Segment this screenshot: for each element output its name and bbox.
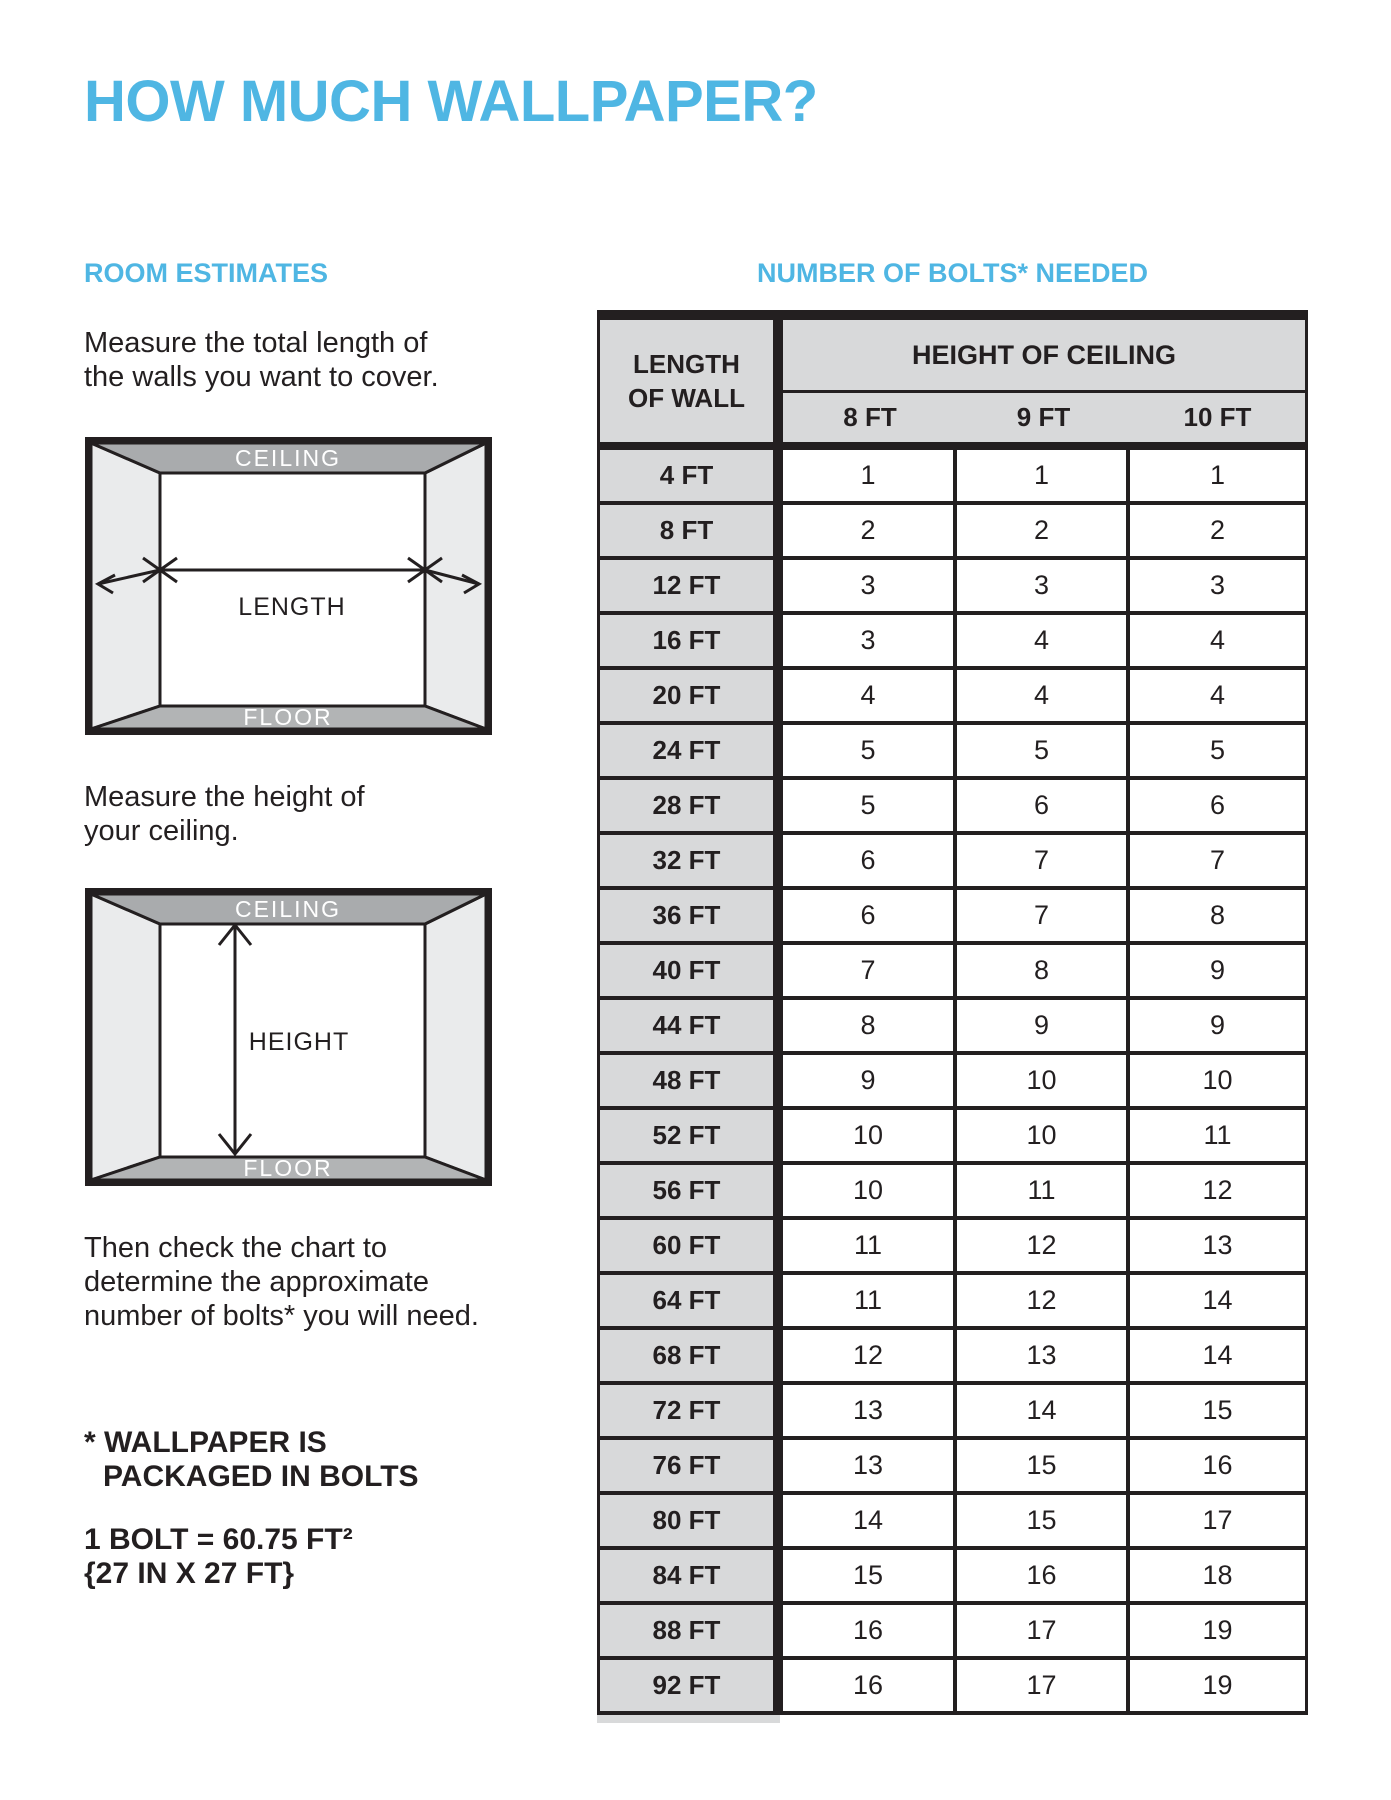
column-divider [773,1605,783,1656]
room-height-diagram-svg [85,888,492,1186]
column-divider [773,1110,783,1161]
bolts-8ft-cell: 14 [783,1495,953,1546]
wall-length-cell: 44 FT [600,1000,773,1051]
column-divider [773,505,783,556]
bolts-9ft-cell: 4 [953,615,1126,666]
bolts-10ft-cell: 9 [1126,945,1305,996]
wall-length-cell: 88 FT [600,1605,773,1656]
room-estimates-heading: ROOM ESTIMATES [84,258,329,288]
table-top-bar [597,310,1308,320]
wall-length-cell: 4 FT [600,450,773,501]
bolt-definition-line: 1 BOLT = 60.75 FT² [84,1523,353,1556]
column-divider [773,945,783,996]
instruction-measure-length [84,326,439,394]
bolts-10ft-cell: 10 [1126,1055,1305,1106]
wall-length-cell: 84 FT [600,1550,773,1601]
table-row [600,1110,1305,1165]
column-divider [773,725,783,776]
column-divider [773,1220,783,1271]
wall-length-cell: 60 FT [600,1220,773,1271]
wall-length-cell: 8 FT [600,505,773,556]
bolts-8ft-cell: 8 [783,1000,953,1051]
column-divider [773,1550,783,1601]
column-divider [773,1275,783,1326]
column-divider [773,1000,783,1051]
wall-length-cell: 72 FT [600,1385,773,1436]
table-row [600,1330,1305,1385]
floor-label: FLOOR [243,1155,333,1181]
table-row [600,1165,1305,1220]
bolts-10ft-cell: 4 [1126,615,1305,666]
floor-label: FLOOR [243,704,333,730]
column-divider [773,1660,783,1711]
bolts-8ft-cell: 15 [783,1550,953,1601]
bolts-9ft-cell: 17 [953,1660,1126,1711]
table-row [600,890,1305,945]
table-row [600,450,1305,505]
bolts-10ft-cell: 19 [1126,1660,1305,1711]
bolts-10ft-cell: 8 [1126,890,1305,941]
column-divider [773,835,783,886]
ceiling-height-header-block [783,320,1305,442]
bolts-10ft-cell: 11 [1126,1110,1305,1161]
wall-length-cell: 92 FT [600,1660,773,1711]
bolts-8ft-cell: 5 [783,780,953,831]
bolts-9ft-cell: 9 [953,1000,1126,1051]
bolts-9ft-cell: 11 [953,1165,1126,1216]
page-title: HOW MUCH WALLPAPER? [84,69,818,134]
instruction-line: Measure the height of [84,781,365,813]
wall-length-cell: 32 FT [600,835,773,886]
back-wall [160,473,425,706]
wall-length-cell: 40 FT [600,945,773,996]
instruction-line: determine the approximate [84,1266,429,1298]
bolts-8ft-cell: 12 [783,1330,953,1381]
wall-length-cell: 52 FT [600,1110,773,1161]
bolts-8ft-cell: 5 [783,725,953,776]
room-length-diagram [85,437,492,735]
instruction-line: number of bolts* you will need. [84,1300,479,1332]
col-header-10ft: 10 FT [1183,402,1252,432]
wall-length-cell: 80 FT [600,1495,773,1546]
table-bottom-gray-tab [597,1715,780,1723]
bolts-9ft-cell: 14 [953,1385,1126,1436]
instruction-line: Then check the chart to [84,1232,388,1264]
table-row [600,1000,1305,1055]
column-divider [773,1330,783,1381]
bolts-8ft-cell: 11 [783,1220,953,1271]
column-divider [773,450,783,501]
table-row [600,1275,1305,1330]
bolts-9ft-cell: 17 [953,1605,1126,1656]
header-line: LENGTH [633,349,740,379]
table-row [600,725,1305,780]
wall-length-cell: 56 FT [600,1165,773,1216]
instruction-measure-height [84,780,365,848]
bolts-10ft-cell: 16 [1126,1440,1305,1491]
bolts-8ft-cell: 10 [783,1110,953,1161]
column-divider [773,1055,783,1106]
bolts-10ft-cell: 5 [1126,725,1305,776]
bolts-8ft-cell: 4 [783,670,953,721]
table-row [600,615,1305,670]
column-divider [773,1165,783,1216]
bolts-10ft-cell: 19 [1126,1605,1305,1656]
right-wall [425,894,486,1180]
bolts-9ft-cell: 15 [953,1495,1126,1546]
table-row [600,1660,1305,1711]
bolts-9ft-cell: 1 [953,450,1126,501]
bolt-definition-line: {27 IN X 27 FT} [84,1557,295,1590]
wall-length-cell: 28 FT [600,780,773,831]
ceiling-label: CEILING [234,896,342,922]
bolts-8ft-cell: 2 [783,505,953,556]
footnote-line: PACKAGED IN BOLTS [103,1460,419,1493]
instruction-line: your ceiling. [84,815,239,847]
table-body-frame [597,320,1308,1715]
column-divider [773,670,783,721]
table-row [600,1440,1305,1495]
table-row [600,1220,1305,1275]
bolts-8ft-cell: 1 [783,450,953,501]
column-divider [773,890,783,941]
table-row [600,1055,1305,1110]
length-of-wall-header [600,320,773,442]
bolts-9ft-cell: 12 [953,1220,1126,1271]
bolts-8ft-cell: 13 [783,1440,953,1491]
bolts-9ft-cell: 2 [953,505,1126,556]
table-row [600,670,1305,725]
bolts-10ft-cell: 18 [1126,1550,1305,1601]
wall-length-cell: 20 FT [600,670,773,721]
bolts-10ft-cell: 12 [1126,1165,1305,1216]
bolts-9ft-cell: 5 [953,725,1126,776]
column-divider [773,1440,783,1491]
bolts-8ft-cell: 10 [783,1165,953,1216]
wall-length-cell: 24 FT [600,725,773,776]
bolts-9ft-cell: 7 [953,835,1126,886]
column-divider [773,780,783,831]
wall-length-cell: 76 FT [600,1440,773,1491]
table-row [600,1605,1305,1660]
bolts-8ft-cell: 7 [783,945,953,996]
bolts-10ft-cell: 6 [1126,780,1305,831]
bolts-8ft-cell: 11 [783,1275,953,1326]
table-rows [600,450,1305,1711]
bolts-8ft-cell: 9 [783,1055,953,1106]
column-divider [773,1495,783,1546]
table-row [600,945,1305,1000]
header-line: OF WALL [628,383,745,413]
bolts-9ft-cell: 3 [953,560,1126,611]
left-wall [91,894,160,1180]
ceiling-label: CEILING [234,445,342,471]
col-header-9ft: 9 FT [1016,402,1071,432]
bolts-9ft-cell: 10 [953,1055,1126,1106]
bolts-8ft-cell: 13 [783,1385,953,1436]
bolts-9ft-cell: 8 [953,945,1126,996]
bolts-8ft-cell: 3 [783,615,953,666]
column-divider [773,1385,783,1436]
wall-length-cell: 68 FT [600,1330,773,1381]
table-row [600,1495,1305,1550]
bolts-9ft-cell: 10 [953,1110,1126,1161]
bolts-9ft-cell: 4 [953,670,1126,721]
bolts-8ft-cell: 16 [783,1660,953,1711]
bolts-needed-heading: NUMBER OF BOLTS* NEEDED [756,258,1148,288]
instruction-line: Measure the total length of [84,327,428,359]
column-divider [773,320,783,442]
bolts-10ft-cell: 15 [1126,1385,1305,1436]
bolts-10ft-cell: 14 [1126,1330,1305,1381]
length-label: LENGTH [238,593,346,621]
bolts-needed-table [597,310,1308,1715]
bolts-9ft-cell: 13 [953,1330,1126,1381]
bolts-10ft-cell: 4 [1126,670,1305,721]
bolt-size-definition [84,1523,353,1591]
table-header [600,320,1305,442]
table-row [600,780,1305,835]
table-row [600,835,1305,890]
wall-length-cell: 48 FT [600,1055,773,1106]
bolts-9ft-cell: 12 [953,1275,1126,1326]
col-header-8ft: 8 FT [843,402,897,432]
bolts-8ft-cell: 3 [783,560,953,611]
wall-length-cell: 16 FT [600,615,773,666]
bolts-10ft-cell: 13 [1126,1220,1305,1271]
ceiling-height-subheaders [783,393,1305,442]
bolts-8ft-cell: 6 [783,890,953,941]
table-row [600,1550,1305,1605]
room-length-diagram-svg [85,437,492,735]
height-label: HEIGHT [248,1028,350,1056]
wall-length-cell: 64 FT [600,1275,773,1326]
bolts-10ft-cell: 3 [1126,560,1305,611]
footnote-line: * WALLPAPER IS [84,1426,327,1459]
column-divider [773,615,783,666]
bolts-10ft-cell: 14 [1126,1275,1305,1326]
bolts-10ft-cell: 2 [1126,505,1305,556]
bolts-10ft-cell: 1 [1126,450,1305,501]
wallpaper-bolts-footnote [84,1426,419,1494]
bolts-10ft-cell: 7 [1126,835,1305,886]
table-row [600,505,1305,560]
instruction-check-chart [84,1231,479,1333]
bolts-8ft-cell: 6 [783,835,953,886]
wall-length-cell: 36 FT [600,890,773,941]
bolts-9ft-cell: 15 [953,1440,1126,1491]
bolts-8ft-cell: 16 [783,1605,953,1656]
instruction-line: the walls you want to cover. [84,361,439,393]
table-row [600,1385,1305,1440]
bolts-9ft-cell: 6 [953,780,1126,831]
room-height-diagram [85,888,492,1186]
header-bottom-bar [600,442,1305,450]
bolts-9ft-cell: 16 [953,1550,1126,1601]
column-divider [773,560,783,611]
bolts-10ft-cell: 9 [1126,1000,1305,1051]
table-row [600,560,1305,615]
height-of-ceiling-header: HEIGHT OF CEILING [783,320,1305,390]
bolts-10ft-cell: 17 [1126,1495,1305,1546]
bolts-9ft-cell: 7 [953,890,1126,941]
wall-length-cell: 12 FT [600,560,773,611]
